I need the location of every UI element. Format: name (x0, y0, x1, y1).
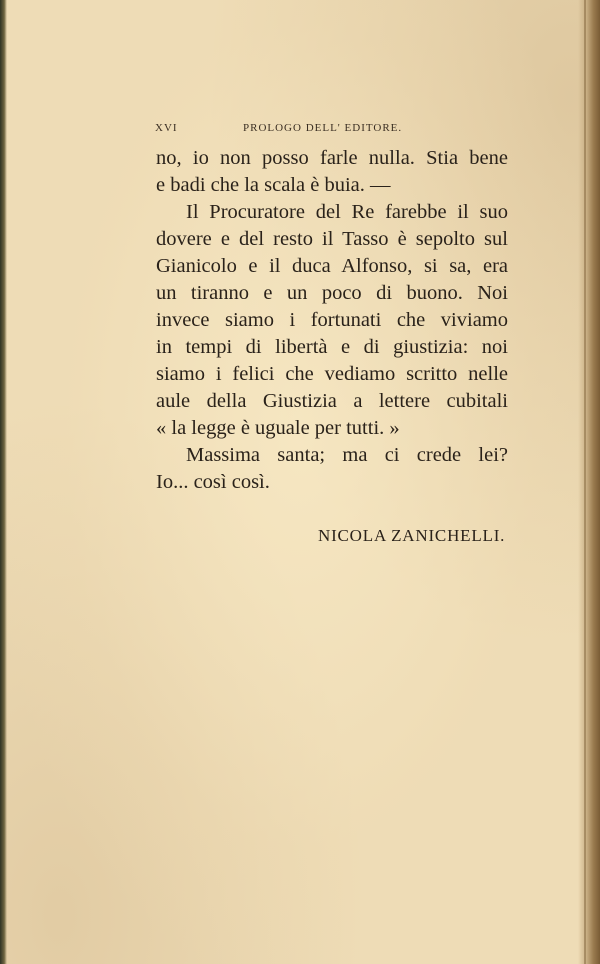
text-line: no, io non posso farle nulla. Stia bene (156, 147, 508, 169)
text-line: Gianicolo e il duca Alfonso, si sa, era (156, 255, 508, 277)
text-line: siamo i felici che vediamo scritto nelle (156, 363, 508, 385)
page-left-binding-edge (0, 0, 7, 964)
running-head-title: PROLOGO DELL' EDITORE. (243, 122, 403, 134)
text-line: Massima santa; ma ci crede lei? (186, 444, 508, 466)
page-right-fold (578, 0, 600, 964)
page-number: XVI (155, 122, 178, 134)
text-line: Il Procuratore del Re farebbe il suo (186, 201, 508, 223)
page-right-edge-line (584, 0, 586, 964)
text-line: aule della Giustizia a lettere cubitali (156, 390, 508, 412)
text-line: « la legge è uguale per tutti. » (156, 417, 400, 439)
text-line: in tempi di libertà e di giustizia: noi (156, 336, 508, 358)
text-line: Io... così così. (156, 471, 270, 493)
running-head (155, 122, 575, 138)
text-line: e badi che la scala è buia. — (156, 174, 391, 196)
body-text (156, 145, 508, 496)
signature: NICOLA ZANICHELLI. (318, 526, 506, 545)
text-line: invece siamo i fortunati che viviamo (156, 309, 508, 331)
text-line: dovere e del resto il Tasso è sepolto sul (156, 228, 508, 250)
text-line: un tiranno e un poco di buono. Noi (156, 282, 508, 304)
